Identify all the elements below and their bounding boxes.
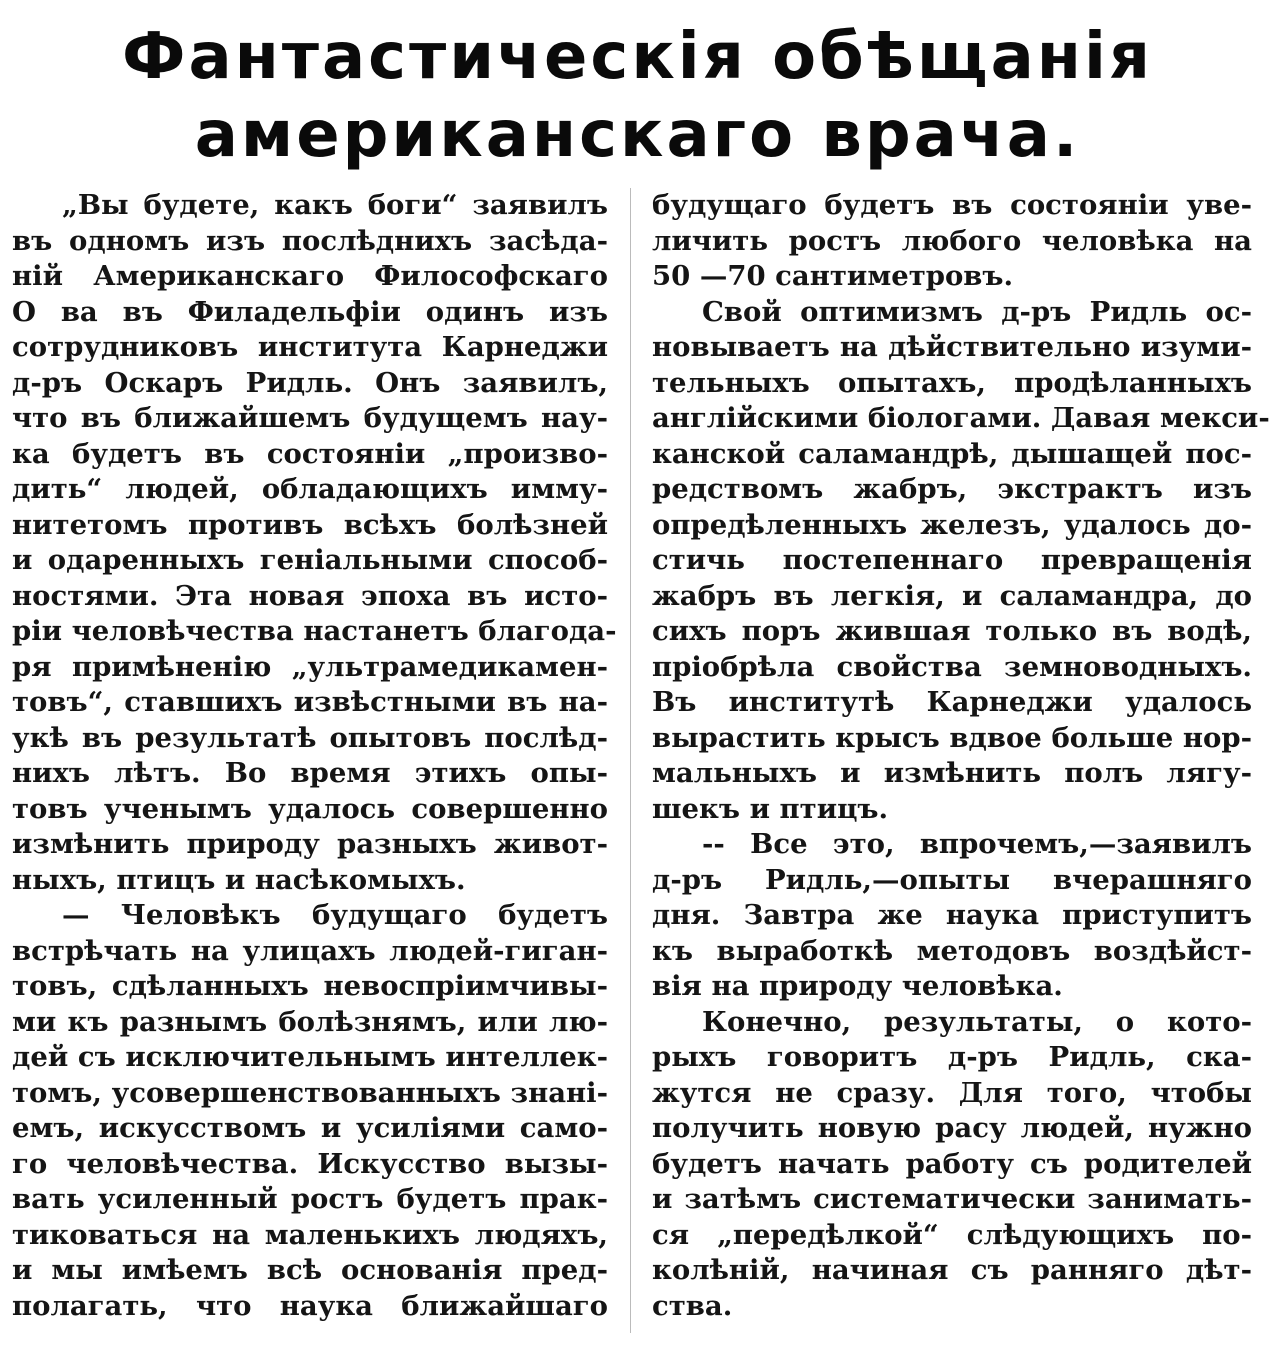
- text-line: и мы имѣемъ всѣ основанія пред-: [12, 1254, 608, 1286]
- text-line: д-ръ Ридль,—опыты вчерашняго: [652, 863, 1252, 896]
- text-line: ріи человѣчества настанетъ благода-: [12, 615, 617, 647]
- column-divider: [630, 188, 631, 1333]
- text-line: ся „передѣлкой“ слѣдующихъ по-: [652, 1218, 1252, 1251]
- text-line: ми къ разнымъ болѣзнямъ, или лю-: [12, 1005, 608, 1038]
- text-line: нитетомъ противъ всѣхъ болѣзней: [12, 508, 608, 541]
- text-line: го человѣчества. Искусство вызы-: [12, 1147, 608, 1180]
- text-line: опредѣленныхъ железъ, удалось до-: [652, 508, 1252, 541]
- text-line: мальныхъ и измѣнить полъ лягу-: [652, 757, 1252, 789]
- text-line: томъ, усовершенствованныхъ знані-: [12, 1076, 608, 1109]
- text-line: въ одномъ изъ послѣднихъ засѣда-: [12, 224, 608, 257]
- text-line: личить ростъ любого человѣка на: [652, 224, 1252, 257]
- text-line: ря примѣненію „ультрамедикамен-: [12, 650, 608, 683]
- text-line: -- Все это, впрочемъ,—заявилъ: [702, 828, 1252, 860]
- text-line: сотрудниковъ института Карнеджи: [12, 331, 608, 363]
- text-line: 50 —70 сантиметровъ.: [652, 260, 1014, 292]
- article-column-left: [12, 188, 617, 1324]
- text-line: дей съ исключительнымъ интеллек-: [12, 1041, 608, 1073]
- text-line: ныхъ, птицъ и насѣкомыхъ.: [12, 863, 466, 896]
- text-line: емъ, искусствомъ и усиліями само-: [12, 1112, 608, 1144]
- text-line: дня. Завтра же наука приступитъ: [652, 899, 1252, 931]
- text-line: шекъ и птицъ.: [652, 792, 889, 825]
- text-line: Свой оптимизмъ д-ръ Ридль ос-: [702, 295, 1252, 328]
- article-headline: [0, 18, 1275, 174]
- text-line: жабръ въ легкія, и саламандра, до: [652, 579, 1252, 612]
- text-line: измѣнить природу разныхъ живот-: [12, 828, 608, 860]
- text-line: товъ, сдѣланныхъ невоспріимчивы-: [12, 970, 608, 1002]
- headline-line-1: Фантастическія обѣщанія: [122, 20, 1153, 94]
- text-line: Конечно, результаты, о кото-: [702, 1005, 1252, 1038]
- text-line: встрѣчать на улицахъ людей-гиган-: [12, 934, 608, 967]
- text-line: вать усиленный ростъ будетъ прак-: [12, 1183, 608, 1215]
- text-line: Въ институтѣ Карнеджи удалось: [652, 686, 1252, 718]
- text-line: и затѣмъ систематически занимать-: [652, 1183, 1252, 1215]
- text-line: редствомъ жабръ, экстрактъ изъ: [652, 473, 1252, 505]
- text-line: новываетъ на дѣйствительно изуми-: [652, 331, 1252, 363]
- text-line: товъ“, ставшихъ извѣстными въ на-: [12, 686, 608, 718]
- text-line: полагать, что наука ближайшаго: [12, 1289, 608, 1322]
- text-line: — Человѣкъ будущаго будетъ: [62, 899, 608, 931]
- text-line: будетъ начать работу съ родителей: [652, 1147, 1252, 1180]
- text-line: рыхъ говоритъ д-ръ Ридль, ска-: [652, 1041, 1252, 1073]
- text-line: англійскими біологами. Давая мекси-: [652, 402, 1270, 434]
- text-line: ностями. Эта новая эпоха въ исто-: [12, 579, 608, 612]
- text-line: получить новую расу людей, нужно: [652, 1112, 1252, 1144]
- text-line: О ва въ Филадельфіи одинъ изъ: [12, 295, 608, 328]
- text-line: нихъ лѣтъ. Во время этихъ опы-: [12, 757, 608, 789]
- text-line: дить“ людей, обладающихъ имму-: [12, 473, 608, 505]
- text-line: „Вы будете, какъ боги“ заявилъ: [62, 189, 608, 221]
- text-line: тиковаться на маленькихъ людяхъ,: [12, 1218, 608, 1251]
- text-line: пріобрѣла свойства земноводныхъ.: [652, 650, 1252, 683]
- text-line: ній Американскаго Философскаго: [12, 260, 608, 292]
- text-line: тельныхъ опытахъ, продѣланныхъ: [652, 366, 1252, 399]
- text-line: вія на природу человѣка.: [652, 970, 1063, 1002]
- text-line: колѣній, начиная съ ранняго дѣт-: [652, 1254, 1252, 1286]
- headline-line-2: американскаго врача.: [194, 98, 1081, 172]
- text-line: ка будетъ въ состояніи „произво-: [12, 437, 608, 470]
- text-line: канской саламандрѣ, дышащей пос-: [652, 437, 1252, 470]
- text-line: ства.: [652, 1289, 733, 1322]
- text-line: и одаренныхъ геніальными способ-: [12, 544, 608, 576]
- text-line: товъ ученымъ удалось совершенно: [12, 792, 608, 825]
- text-line: къ выработкѣ методовъ воздѣйст-: [652, 934, 1252, 967]
- article-column-right: [652, 188, 1270, 1324]
- text-line: стичь постепеннаго превращенія: [652, 544, 1252, 576]
- text-line: д-ръ Оскаръ Ридль. Онъ заявилъ,: [12, 366, 608, 399]
- text-line: укѣ въ результатѣ опытовъ послѣд-: [12, 721, 608, 754]
- text-line: сихъ поръ жившая только въ водѣ,: [652, 615, 1252, 647]
- text-line: жутся не сразу. Для того, чтобы: [652, 1076, 1252, 1109]
- text-line: будущаго будетъ въ состояніи уве-: [652, 189, 1252, 221]
- text-line: вырастить крысъ вдвое больше нор-: [652, 721, 1252, 754]
- text-line: что въ ближайшемъ будущемъ нау-: [12, 402, 608, 434]
